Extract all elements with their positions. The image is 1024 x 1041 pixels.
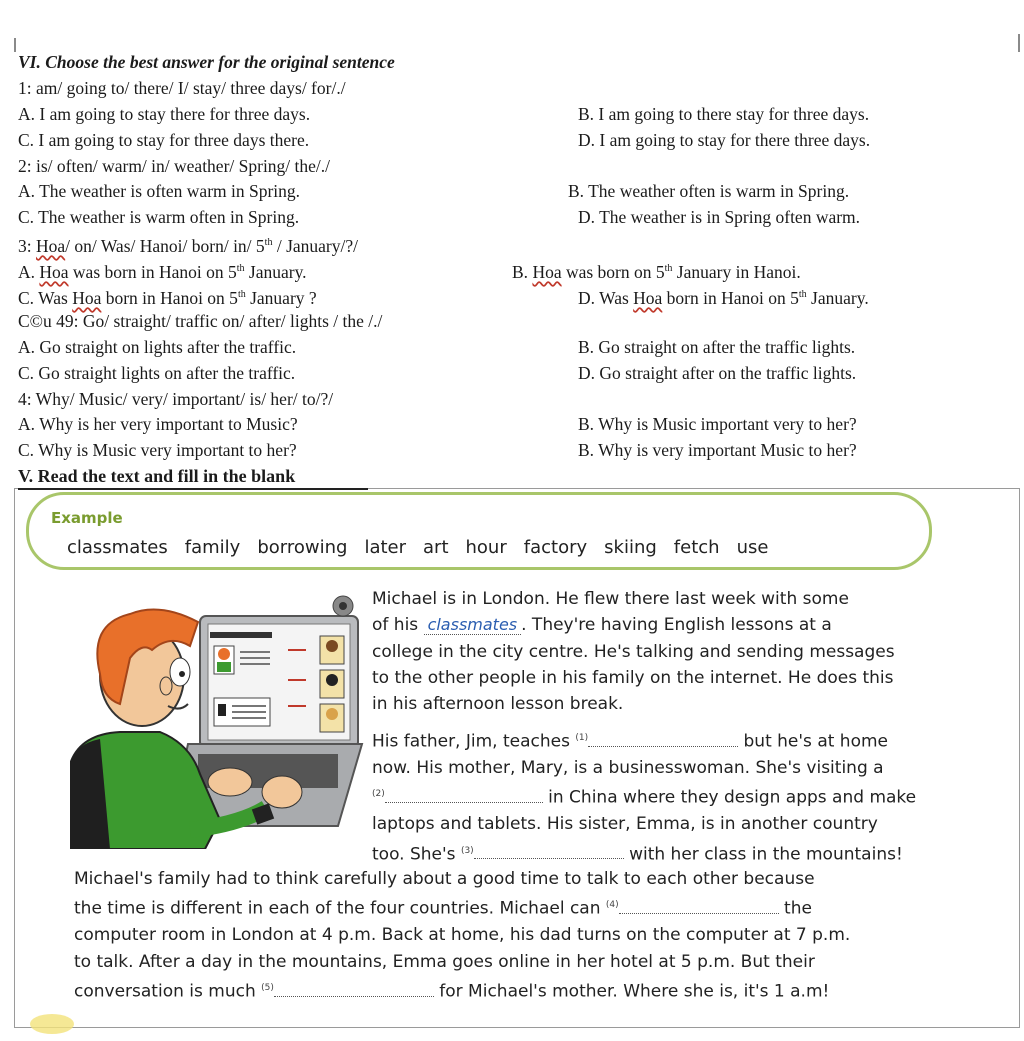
q4-option-a[interactable]: A. Why is her very important to Music? <box>18 414 298 434</box>
highlight-mark <box>30 1014 74 1034</box>
word-bank-item: hour <box>465 537 507 558</box>
q2-prompt: 2: is/ often/ warm/ in/ weather/ Spring/ the/./ <box>18 156 331 176</box>
q2-option-c[interactable]: C. The weather is warm often in Spring. <box>18 207 300 227</box>
q1-option-a[interactable]: A. I am going to stay there for three days. <box>18 104 311 124</box>
q49-option-b[interactable]: B. Go straight on after the traffic lights. <box>578 337 856 357</box>
word-bank-item: classmates <box>67 537 168 558</box>
passage-line: $^{(2)}$ in China where they design apps and make <box>372 787 917 808</box>
q3-option-a[interactable]: A. Hoa was born in Hanoi on 5th January. <box>18 261 307 282</box>
q4-prompt: 4: Why/ Music/ very/ important/ is/ her/ to/?/ <box>18 389 334 409</box>
q3-option-d[interactable]: D. Was Hoa born in Hanoi on 5th January. <box>578 287 869 308</box>
word-bank-item: later <box>364 537 407 558</box>
q49-option-a[interactable]: A. Go straight on lights after the traffic. <box>18 337 297 357</box>
blank-number-2: (2) <box>372 789 385 800</box>
passage-line: college in the city centre. He's talking and sending messages <box>372 641 895 662</box>
boy-at-laptop-illustration <box>70 594 365 849</box>
word-bank <box>26 492 932 570</box>
word-bank-item: fetch <box>673 537 720 558</box>
q1-prompt: 1: am/ going to/ there/ I/ stay/ three days/ for/./ <box>18 78 346 98</box>
section-5-underline <box>18 488 368 490</box>
passage-line: too. She's $^{(3)}$ with her class in the mountains! <box>372 844 903 865</box>
blank-4[interactable] <box>619 899 779 914</box>
q4-option-b[interactable]: B. Why is Music important very to her? <box>578 414 857 434</box>
passage-paragraph-2 <box>372 725 916 867</box>
passage-line: of his classmates . They're having English lessons at a <box>372 615 832 636</box>
word-bank-words <box>67 537 785 558</box>
q2-option-b[interactable]: B. The weather often is warm in Spring. <box>568 181 850 201</box>
q4-option-c[interactable]: C. Why is Music very important to her? <box>18 440 297 460</box>
section-6-title: VI. Choose the best answer for the original sentence <box>18 52 395 72</box>
blank-number-1: (1) <box>575 733 589 743</box>
section-5-title: V. Read the text and fill in the blank <box>18 466 296 486</box>
blank-number-4: (4) <box>605 900 619 911</box>
example-answer: classmates <box>424 615 522 635</box>
q3-prompt: 3: Hoa/ on/ Was/ Hanoi/ born/ in/ 5th / January/?/ <box>18 235 358 256</box>
q2-option-a[interactable]: A. The weather is often warm in Spring. <box>18 181 301 201</box>
word-bank-item: factory <box>523 537 588 558</box>
passage-line: to the other people in his family on the internet. He does this <box>372 667 894 688</box>
blank-1[interactable] <box>588 732 738 747</box>
blank-2[interactable] <box>385 788 543 803</box>
q49-option-c[interactable]: C. Go straight lights on after the traffic. <box>18 363 296 383</box>
word-bank-item: borrowing <box>257 537 348 558</box>
passage-line: His father, Jim, teaches $^{(1)}$ but he's at home <box>372 731 888 752</box>
blank-number-3: (3) <box>460 845 474 856</box>
q1-option-d[interactable]: D. I am going to stay for there three days. <box>578 130 871 150</box>
passage-line: in his afternoon lesson break. <box>372 694 624 715</box>
blank-number-5: (5) <box>261 982 274 993</box>
q3-prompt-hoa: Hoa <box>36 235 66 256</box>
passage-line: Michael is in London. He flew there last week with some <box>372 589 849 609</box>
word-bank-item: skiing <box>604 537 657 558</box>
passage-paragraph-1 <box>372 586 895 717</box>
passage-line: the time is different in each of the four countries. Michael can $^{(4)}$ the <box>74 898 812 919</box>
word-bank-item: family <box>184 537 241 558</box>
passage-line: computer room in London at 4 p.m. Back at home, his dad turns on the computer at 7 p.m. <box>74 925 851 946</box>
passage-line: conversation is much $^{(5)}$ for Michael's mother. Where she is, it's 1 a.m! <box>74 981 830 1002</box>
q3-option-b[interactable]: B. Hoa was born on 5th January in Hanoi. <box>512 261 801 282</box>
example-label: Example <box>51 509 123 527</box>
q3-option-c[interactable]: C. Was Hoa born in Hanoi on 5th January ? <box>18 287 317 308</box>
q49-option-d[interactable]: D. Go straight after on the traffic lights. <box>578 363 857 383</box>
corner-mark-right <box>1018 34 1020 52</box>
q4-option-d[interactable]: B. Why is very important Music to her? <box>578 440 857 460</box>
passage-paragraph-3 <box>74 866 850 1005</box>
q2-option-d[interactable]: D. The weather is in Spring often warm. <box>578 207 861 227</box>
word-bank-item: use <box>736 537 769 558</box>
passage-line: now. His mother, Mary, is a businesswoman. She's visiting a <box>372 757 884 778</box>
passage-line: laptops and tablets. His sister, Emma, is in another country <box>372 814 878 835</box>
corner-mark-left <box>14 38 16 52</box>
q3-prompt-sup: th <box>264 237 273 248</box>
q1-option-b[interactable]: B. I am going to there stay for three days. <box>578 104 870 124</box>
blank-5[interactable] <box>274 982 434 997</box>
q3-prompt-rest: / on/ Was/ Hanoi/ born/ in/ 5 <box>65 235 265 256</box>
q49-prompt: C©u 49: Go/ straight/ traffic on/ after/ lights / the /./ <box>18 311 383 331</box>
passage-line: to talk. After a day in the mountains, Emma goes online in her hotel at 5 p.m. But their <box>74 951 815 972</box>
passage-line: Michael's family had to think carefully about a good time to talk to each other because <box>74 869 815 889</box>
q3-prompt-end: / January/?/ <box>272 235 358 256</box>
word-bank-item: art <box>423 537 449 558</box>
q1-option-c[interactable]: C. I am going to stay for three days there. <box>18 130 310 150</box>
blank-3[interactable] <box>474 844 624 859</box>
